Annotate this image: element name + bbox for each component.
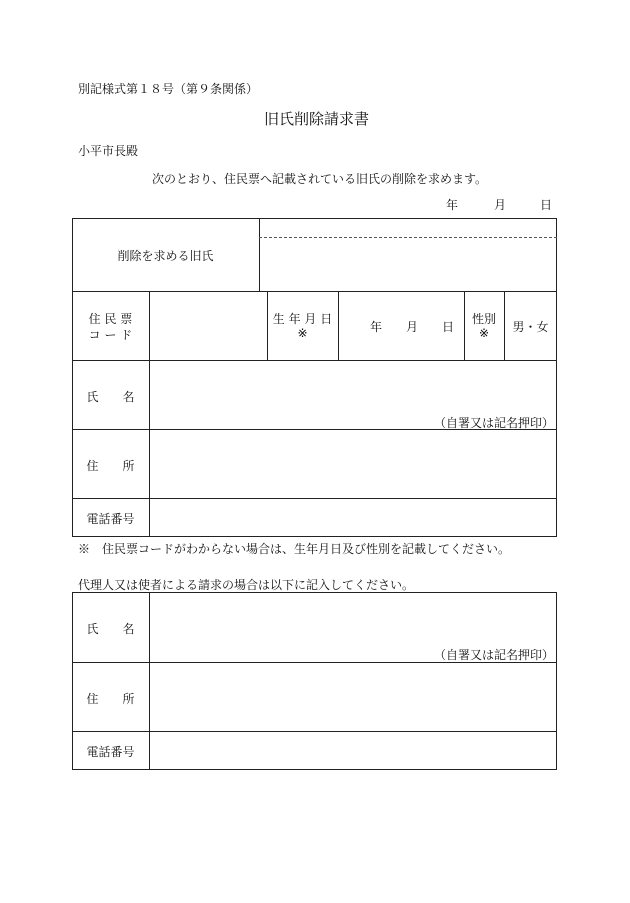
birthdate-label: 生 年 月 日: [272, 312, 333, 326]
sex-label: 性別: [471, 312, 496, 326]
form-title: 旧氏削除請求書: [264, 110, 370, 128]
form-reference: 別記様式第１８号（第９条関係）: [78, 82, 259, 96]
date-month-label: 月: [494, 198, 507, 212]
name-label: 氏 名: [86, 390, 135, 404]
birthdate-field[interactable]: [339, 292, 463, 359]
birth-day-label: 日: [442, 320, 455, 334]
phone-label: 電話番号: [86, 512, 135, 526]
phone-field[interactable]: [150, 499, 556, 536]
intro-text: 次のとおり、住民票へ記載されている旧氏の削除を求めます。: [152, 172, 488, 186]
resident-code-label-1: 住 民 票: [88, 312, 133, 326]
agent-address-field[interactable]: [150, 663, 556, 730]
agent-phone-label: 電話番号: [86, 745, 135, 759]
sex-mark: ※: [478, 326, 490, 340]
resident-code-field[interactable]: [150, 292, 266, 359]
old-surname-reading-field[interactable]: [260, 219, 556, 237]
name-seal-note: （自署又は記名押印）: [433, 416, 554, 430]
agent-name-label: 氏 名: [86, 622, 135, 636]
agent-intro: 代理人又は使者による請求の場合は以下に記入してください。: [78, 578, 415, 592]
old-surname-field[interactable]: [260, 238, 556, 290]
birthdate-mark: ※: [297, 326, 308, 340]
birth-year-label: 年: [370, 320, 383, 334]
sex-options[interactable]: 男・女: [512, 320, 549, 334]
agent-name-seal-note: （自署又は記名押印）: [433, 648, 554, 662]
agent-address-label: 住 所: [86, 692, 135, 706]
date-year-label: 年: [446, 198, 459, 212]
date-day-label: 日: [540, 198, 553, 212]
footnote: ※ 住民票コードがわからない場合は、生年月日及び性別を記載してください。: [78, 542, 511, 556]
birth-month-label: 月: [406, 320, 419, 334]
address-label: 住 所: [86, 459, 135, 473]
addressee: 小平市長殿: [78, 144, 139, 158]
agent-phone-field[interactable]: [150, 732, 556, 769]
address-field[interactable]: [150, 430, 556, 498]
resident-code-label-2: コ ー ド: [88, 328, 133, 342]
old-surname-label: 削除を求める旧氏: [117, 249, 214, 263]
